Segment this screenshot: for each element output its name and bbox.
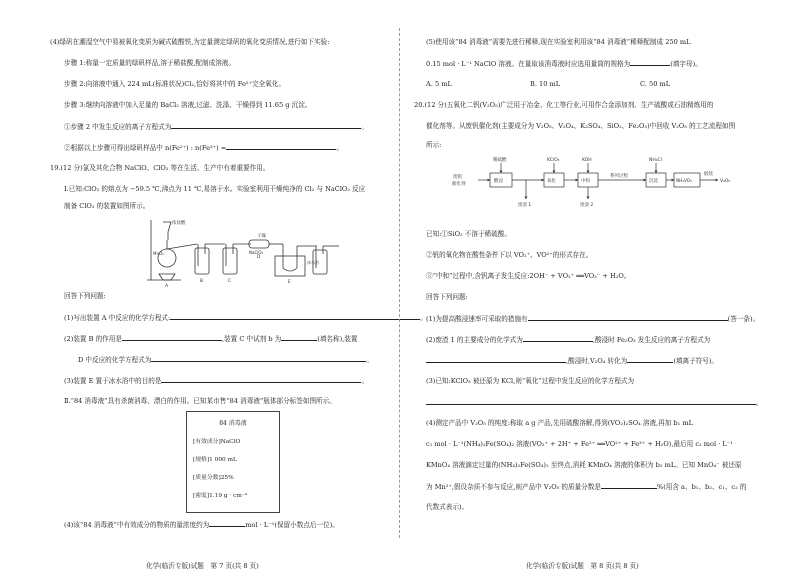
q19-3: (3)装置 E 置于冰水浴中的目的是 。 bbox=[64, 377, 369, 385]
q20-stem-c: 所示: bbox=[426, 141, 442, 149]
step-oxidation: 氧化 bbox=[547, 179, 556, 184]
page-footer-8: 化学(临沂专版)试题 第 8 页(共 8 页) bbox=[526, 562, 639, 570]
answer-blank[interactable] bbox=[426, 356, 566, 363]
q20-4-a: (4)测定产品中 V₂O₅ 的纯度:称取 a g 产品,先用硫酸溶解,得到(VO₂)₂SO₄ 溶液,再加 b₁ mL bbox=[426, 419, 694, 427]
q19-2-text-d: D 中反应的化学方程式为 bbox=[78, 356, 152, 364]
page-8 bbox=[400, 0, 800, 579]
answer-blank[interactable] bbox=[627, 356, 673, 363]
q19-4-text: (4)该“84 消毒液”中有效成分的物质的量浓度约为 bbox=[64, 521, 210, 529]
q5-stem-b-text: 0.15 mol · L⁻¹ NaClO 溶液。在量取该消毒液时应选用量筒的规格为 bbox=[426, 60, 631, 68]
step-neutralize: 中和 bbox=[581, 179, 590, 184]
q5-option-a: A. 5 mL bbox=[426, 80, 452, 88]
page-footer-7: 化学(临沂专版)试题 第 7 页(共 8 页) bbox=[146, 562, 259, 570]
q5-stem-b bbox=[426, 59, 702, 69]
q5-option-c: C. 50 mL bbox=[640, 80, 671, 88]
q20-2 bbox=[426, 335, 710, 345]
q19-4-text-b: mol · L⁻¹(保留小数点后一位)。 bbox=[245, 521, 339, 529]
answer-blank[interactable] bbox=[209, 520, 245, 527]
q20-1 bbox=[426, 314, 759, 324]
answer-blank[interactable] bbox=[601, 482, 657, 489]
label-naclo2: NaClO₂ bbox=[249, 250, 264, 255]
answer-prompt-right: 回答下列问题: bbox=[426, 293, 468, 301]
answer-blank[interactable] bbox=[122, 334, 222, 341]
label-conc-hcl: 浓盐酸 bbox=[172, 221, 186, 226]
q20-4-f: 代数式表示)。 bbox=[426, 503, 469, 511]
q4-sub-1: ①步骤 2 中发生反应的离子方程式为 。 bbox=[64, 123, 368, 131]
label-mno2: MnO₂ bbox=[153, 251, 164, 256]
label-row-mass-fraction: [质量分数]25% bbox=[193, 475, 234, 481]
q20-2-text-b: ,酸浸时 Fe₂O₃ 发生反应的离子方程式为 bbox=[592, 336, 711, 344]
q20-2-c bbox=[426, 356, 718, 366]
q20-1-text-b: (答一条)。 bbox=[727, 315, 760, 323]
step-3: 步骤 3:继续向溶液中加入足量的 BaCl₂ 溶液,过滤、洗涤、干燥得到 11.65 g 沉淀。 bbox=[64, 101, 312, 109]
disinfectant-label bbox=[186, 411, 280, 513]
step-2: 步骤 2:向溶液中通入 224 mL(标准状况)Cl₂,恰好将其中的 Fe²⁺完全氧化。 bbox=[64, 80, 285, 88]
answer-prompt: 回答下列问题: bbox=[64, 292, 106, 300]
q5-stem-c-text: (填字母)。 bbox=[670, 60, 702, 68]
label-series: 系列过程 bbox=[610, 174, 628, 179]
answer-blank[interactable] bbox=[630, 59, 670, 66]
q5-option-b: B. 10 mL bbox=[530, 80, 561, 88]
answer-blank[interactable] bbox=[281, 334, 317, 341]
q20-4-b: c₁ mol · L⁻¹(NH₄)₂Fe(SO₄)₂ 溶液(VO₂⁺ + 2H⁺ + Fe²⁺ ══VO²⁺ + Fe³⁺ + H₂O),最后用 c₂ mol · L⁻¹ bbox=[426, 440, 733, 448]
label-ice-bath: 冰水浴 bbox=[307, 260, 319, 265]
known-1: 已知:①SiO₂ 不溶于稀硫酸。 bbox=[426, 230, 511, 238]
label-D: D bbox=[257, 255, 261, 260]
q20-2-text-d: (填离子符号)。 bbox=[673, 357, 719, 365]
step-precipitate: 沉淀 bbox=[649, 179, 658, 184]
q4-sub-1-text: ①步骤 2 中发生反应的离子方程式为 bbox=[64, 123, 172, 131]
q19-4 bbox=[64, 520, 339, 530]
part1-text-b: 制备 ClO₂ 的装置如图所示。 bbox=[64, 202, 150, 210]
label-dry: 干燥 bbox=[257, 234, 266, 239]
q20-4-d bbox=[426, 482, 746, 492]
q19-1-text: (1)写出装置 A 中反应的化学方程式: bbox=[64, 314, 171, 322]
q20-3-text: (3)已知:KClO₃ 被还原为 KCl,则“氧化”过程中发生反应的化学方程式为 bbox=[426, 377, 635, 385]
q20-2-text-a: (2)废渣 1 的主要成分的化学式为 bbox=[426, 336, 523, 344]
apparatus-diagram bbox=[145, 218, 345, 288]
answer-blank[interactable] bbox=[170, 313, 420, 320]
label-B: B bbox=[200, 279, 204, 284]
answer-blank[interactable] bbox=[161, 376, 361, 383]
q19-3-text: (3)装置 E 置于冰水浴中的目的是 bbox=[64, 377, 162, 385]
q20-3-blank-line: 。 bbox=[426, 398, 763, 408]
q19-2 bbox=[64, 334, 357, 344]
q4-sub-2: ②根据以上步骤可得出绿矾样品中 n(Fe²⁺) : n(Fe³⁺) = 。 bbox=[64, 144, 343, 152]
label-A: A bbox=[165, 284, 169, 288]
q20-3 bbox=[426, 377, 634, 386]
q20-1-text: (1)为提高酸浸速率可采取的措施有 bbox=[426, 315, 528, 323]
q19-1: (1)写出装置 A 中反应的化学方程式: 。 bbox=[64, 314, 427, 322]
q19-2-text-c: (填名称),装置 bbox=[317, 335, 358, 343]
feed-line-1: 废钒 bbox=[453, 175, 462, 180]
q20-4-c: KMnO₄ 溶液滴定过量的(NH₄)₂Fe(SO₄)₂ 至终点,消耗 KMnO₄ 溶液的体积为 b₂ mL。已知 MnO₄⁻ 被还原 bbox=[426, 461, 742, 469]
q20-4-e-text: %(用含 a、b₁、b₂、c₁、c₂ 的 bbox=[656, 483, 747, 491]
waste-1: 废渣 1 bbox=[518, 203, 532, 208]
answer-blank[interactable] bbox=[426, 398, 756, 405]
part2-text: Ⅱ.“84 消毒液”具有杀菌消毒、漂白的作用。已知某市售“84 消毒液”瓶体部分标签如图所示。 bbox=[64, 397, 336, 405]
label-calcine: 煅烧 bbox=[704, 172, 713, 177]
q20-2-text-c: ,酸浸时,V₂O₄ 转化为 bbox=[566, 357, 628, 365]
step-acid-leach: 酸浸 bbox=[494, 179, 503, 184]
reagent-h2so4: 稀硫酸 bbox=[493, 158, 507, 163]
label-C: C bbox=[228, 279, 232, 284]
q4-stem: (4)绿矾在潮湿空气中易被氧化变质为碱式硫酸铁,为定量测定绿矾的氧化变质情况,进行如下实验: bbox=[50, 38, 330, 46]
feed-line-2: 催化剂 bbox=[452, 182, 466, 187]
reagent-nh4cl: NH₄Cl bbox=[649, 158, 662, 163]
label-row-density: [密度]1.19 g · cm⁻³ bbox=[193, 493, 248, 499]
answer-blank[interactable] bbox=[151, 355, 366, 362]
label-row-ingredient: [有效成分]NaClO bbox=[193, 439, 241, 445]
q20-stem-a: 20.(12 分)五氧化二钒(V₂O₅)广泛用于冶金、化工等行业,可用作合金添加剂、生产硫酸或石油精炼用的 bbox=[414, 101, 714, 109]
q20-stem-b: 催化剂等。从废钒催化剂(主要成分为 V₂O₅、V₂O₄、K₂SO₄、SiO₂、Fe₂O₃)中回收 V₂O₅ 的工艺流程如图 bbox=[426, 122, 736, 130]
q19-2-d: D 中反应的化学方程式为 。 bbox=[78, 356, 373, 364]
answer-blank[interactable] bbox=[528, 314, 728, 321]
answer-blank[interactable] bbox=[226, 143, 336, 150]
answer-blank[interactable] bbox=[171, 122, 361, 129]
waste-2: 废渣 2 bbox=[580, 203, 594, 208]
label-row-spec: [规格]1 000 mL bbox=[193, 457, 237, 463]
reagent-kclo3: KClO₃ bbox=[547, 158, 560, 163]
q19-stem: 19.(12 分)氯及其化合物 NaClO、ClO₂ 等在生活、生产中有着重要作用。 bbox=[50, 164, 270, 172]
label-title: 84 消毒液 bbox=[219, 420, 247, 427]
label-E: E bbox=[288, 280, 291, 285]
q20-4-d-text: 为 Mn²⁺,假设杂质不参与反应,则产品中 V₂O₅ 的质量分数是 bbox=[426, 483, 601, 491]
reagent-koh: KOH bbox=[582, 158, 592, 163]
q19-2-text-b: ,装置 C 中试剂 b 为 bbox=[221, 335, 282, 343]
step-1: 步骤 1:称量一定质量的绿矾样品,溶于稀盐酸,配制成溶液。 bbox=[64, 59, 235, 67]
q5-stem-a: (5)使用该“84 消毒液”需要先进行稀释,现在实验室利用该“84 消毒液”稀释配制成 250 mL bbox=[426, 38, 691, 46]
known-3: ③“中和”过程中,含钒离子发生反应:2OH⁻ + VO₂⁺ ══VO₃⁻ + H₂O。 bbox=[426, 272, 631, 280]
q19-2-text-a: (2)装置 B 的作用是 bbox=[64, 335, 122, 343]
q4-sub-2-text: ②根据以上步骤可得出绿矾样品中 n(Fe²⁺) : n(Fe³⁺) = bbox=[64, 144, 227, 152]
known-2: ②钒的氧化物在酸性条件下以 VO₂⁺、VO²⁺的形式存在。 bbox=[426, 251, 593, 259]
part1-text-a: Ⅰ.已知:ClO₂ 的熔点为 −59.5 ℃,沸点为 11 ℃,易溶于水。实验室利用干燥纯净的 Cl₂ 与 NaClO₂ 反应 bbox=[64, 185, 366, 193]
answer-blank[interactable] bbox=[523, 335, 593, 342]
process-flow-diagram bbox=[452, 155, 742, 217]
product-v2o5: V₂O₅ bbox=[720, 179, 731, 184]
intermediate-nh4vo3: NH₄VO₃ bbox=[676, 178, 692, 183]
